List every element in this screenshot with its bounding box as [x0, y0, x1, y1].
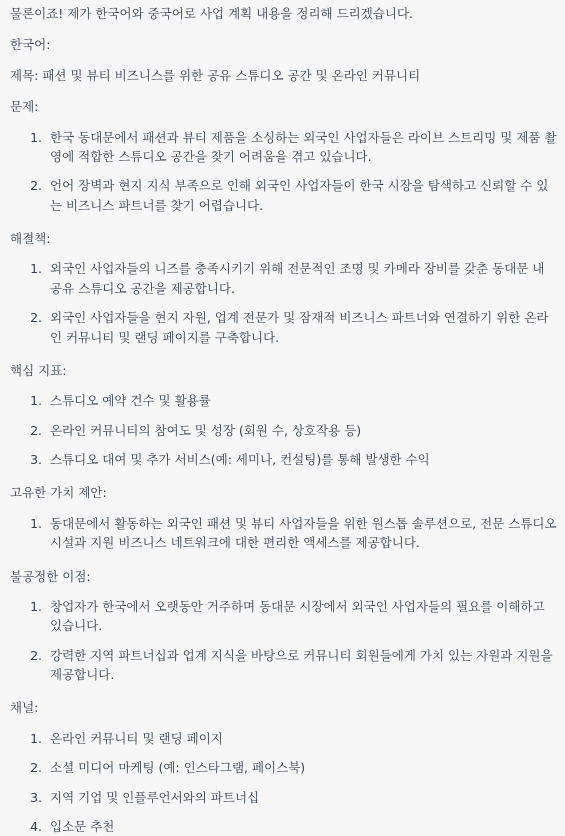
numbered-list — [10, 391, 557, 469]
section-heading: 해결책: — [10, 231, 51, 246]
section-solution — [10, 229, 557, 347]
list-item: 1. 스튜디오 예약 건수 및 활용률 — [46, 391, 557, 410]
list-item: 3. 지역 기업 및 인플루언서와의 파트너십 — [46, 788, 557, 807]
section-heading: 불공정한 이점: — [10, 568, 91, 584]
section-channels — [10, 698, 557, 836]
list-item: 2. 외국인 사업자들을 현지 자원, 업계 전문가 및 잠재적 비즈니스 파트너와 연결하기 위한 온라인 커뮤니티 및 랜딩 페이지를 구축합니다. — [46, 308, 557, 347]
numbered-list — [10, 729, 557, 836]
list-item: 4. 입소문 추천 — [46, 817, 557, 836]
numbered-list — [10, 259, 557, 347]
section-unfair-advantage — [10, 567, 557, 685]
list-item: 1. 창업자가 한국에서 오랫동안 거주하며 동대문 시장에서 외국인 사업자들의 필요를 이해하고 있습니다. — [46, 597, 557, 636]
section-heading: 핵심 지표: — [10, 362, 67, 378]
business-title: 제목: 패션 및 뷰티 비즈니스를 위한 공유 스튜디오 공간 및 온라인 커뮤니티 — [10, 67, 421, 83]
section-heading: 문제: — [10, 99, 39, 115]
list-item: 2. 소셜 미디어 마케팅 (예: 인스타그램, 페이스북) — [46, 758, 557, 777]
list-item: 2. 온라인 커뮤니티의 참여도 및 성장 (회원 수, 상호작용 등) — [46, 421, 557, 440]
numbered-list — [10, 597, 557, 685]
numbered-list — [10, 514, 557, 553]
intro-text: 물론이죠! 제가 한국어와 중국어로 사업 계획 내용을 정리해 드리겠습니다. — [10, 6, 414, 21]
section-unique-value — [10, 483, 557, 552]
list-item: 1. 온라인 커뮤니티 및 랜딩 페이지 — [46, 729, 557, 748]
section-heading: 채널: — [10, 700, 39, 716]
list-item: 2. 언어 장벽과 현지 지식 부족으로 인해 외국인 사업자들이 한국 시장을 탐색하고 신뢰할 수 있는 비즈니스 파트너를 찾기 어렵습니다. — [46, 176, 557, 215]
list-item: 3. 스튜디오 대여 및 추가 서비스(예: 세미나, 컨설팅)를 통해 발생한 수익 — [46, 450, 557, 469]
list-item: 2. 강력한 지역 파트너십과 업계 지식을 바탕으로 커뮤니티 회원들에게 가치 있는 자원과 지원을 제공합니다. — [46, 646, 557, 685]
section-problem — [10, 97, 557, 215]
list-item: 1. 외국인 사업자들의 니즈를 충족시키기 위해 전문적인 조명 및 카메라 장비를 갖춘 동대문 내 공유 스튜디오 공간을 제공합니다. — [46, 259, 557, 298]
numbered-list — [10, 128, 557, 216]
language-heading: 한국어: — [10, 37, 51, 53]
section-key-metrics — [10, 361, 557, 470]
list-item: 1. 동대문에서 활동하는 외국인 패션 및 뷰티 사업자들을 위한 원스톱 솔루션으로, 전문 스튜디오 시설과 지원 비즈니스 네트워크에 대한 편리한 액세스를 제공합니다. — [46, 514, 557, 553]
section-heading: 고유한 가치 제안: — [10, 485, 107, 501]
list-item: 1. 한국 동대문에서 패션과 뷰티 제품을 소싱하는 외국인 사업자들은 라이브 스트리밍 및 제품 촬영에 적합한 스튜디오 공간을 찾기 어려움을 겪고 있습니다. — [46, 128, 557, 167]
